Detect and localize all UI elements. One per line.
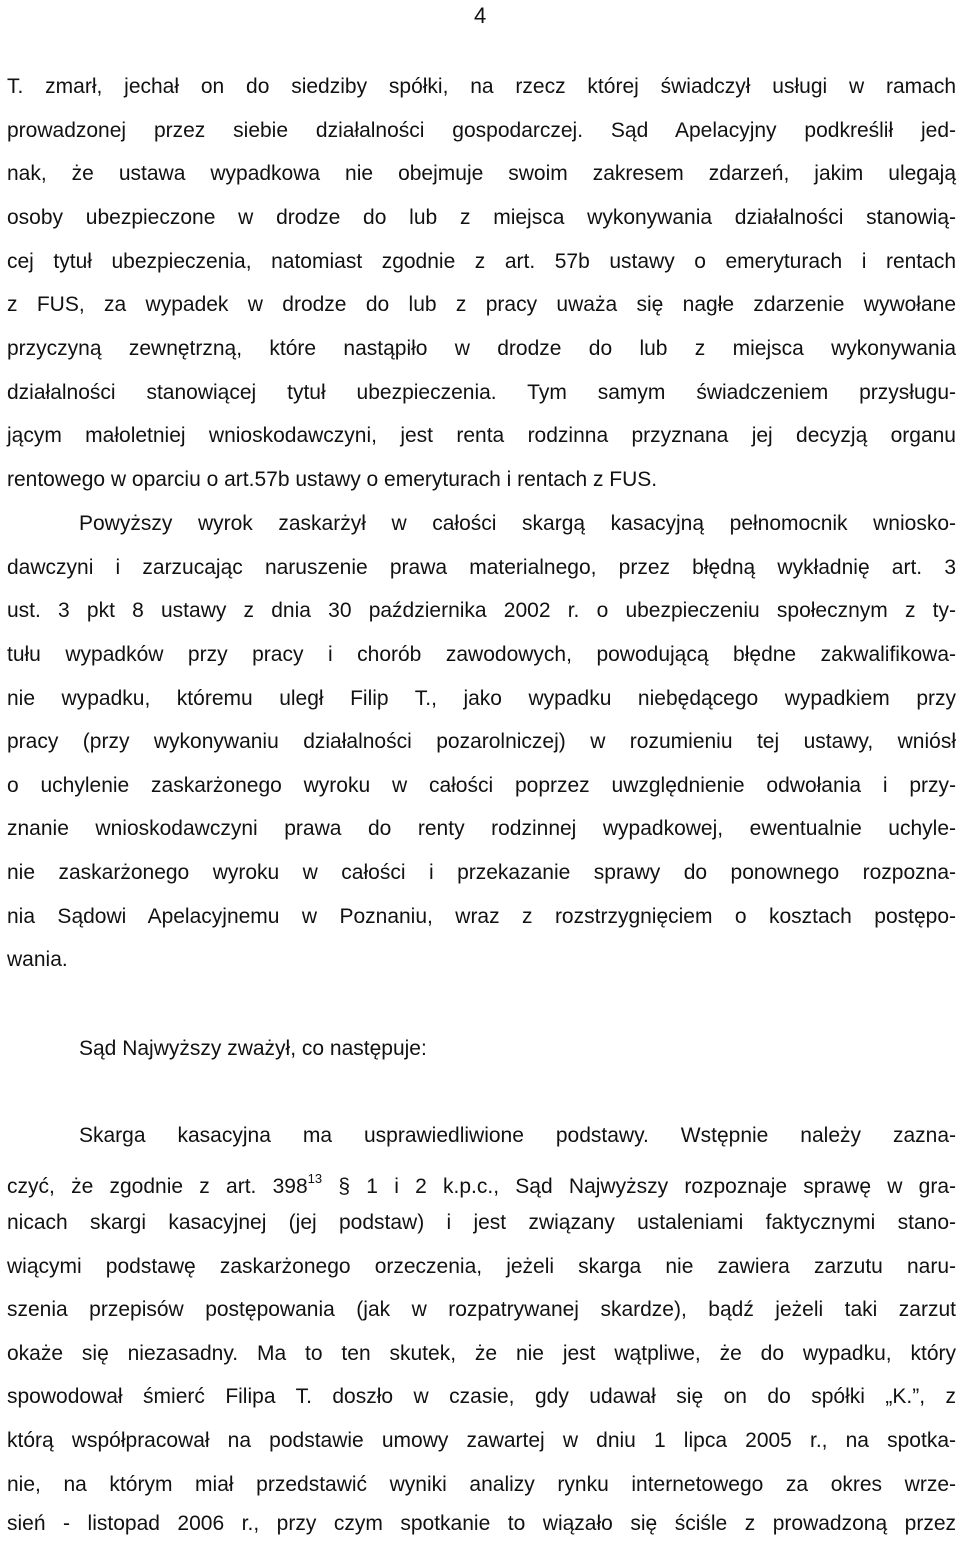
paragraph-line: szenia przepisów postępowania (jak w rozpatrywanej skardze), bądź jeżeli taki zarzut [7, 1298, 956, 1321]
line-text-before-superscript: czyć, że zgodnie z art. 398 [7, 1175, 308, 1198]
paragraph-line: przyczyną zewnętrzną, które nastąpiło w drodze do lub z miejsca wykonywania [7, 337, 956, 360]
superscript: 13 [307, 1171, 323, 1186]
paragraph-line: nia Sądowi Apelacyjnemu w Poznaniu, wraz z rozstrzygnięciem o kosztach postępo- [7, 905, 956, 928]
paragraph-line: osoby ubezpieczone w drodze do lub z miejsca wykonywania działalności stanowią- [7, 206, 956, 229]
paragraph-line: Skarga kasacyjna ma usprawiedliwione podstawy. Wstępnie należy zazna- [79, 1124, 956, 1147]
paragraph-line: działalności stanowiącej tytuł ubezpieczenia. Tym samym świadczeniem przysługu- [7, 381, 956, 404]
paragraph-line: tułu wypadków przy pracy i chorób zawodowych, powodującą błędne zakwalifikowa- [7, 643, 956, 666]
page-number: 4 [474, 3, 487, 28]
paragraph-line: znanie wnioskodawczyni prawa do renty rodzinnej wypadkowej, ewentualnie uchyle- [7, 817, 956, 840]
paragraph-line: dawczyni i zarzucając naruszenie prawa materialnego, przez błędną wykładnię art. 3 [7, 556, 956, 579]
paragraph-line: o uchylenie zaskarżonego wyroku w całości poprzez uwzględnienie odwołania i przy- [7, 774, 956, 797]
paragraph-line: cej tytuł ubezpieczenia, natomiast zgodnie z art. 57b ustawy o emeryturach i rentach [7, 250, 956, 273]
paragraph-line: sień - listopad 2006 r., przy czym spotkanie to wiązało się ściśle z prowadzoną przez [7, 1512, 956, 1535]
section-heading: Sąd Najwyższy zważył, co następuje: [79, 1037, 427, 1060]
paragraph-line: z FUS, za wypadek w drodze do lub z pracy uważa się nagłe zdarzenie wywołane [7, 293, 956, 316]
paragraph-line: jącym małoletniej wnioskodawczyni, jest renta rodzinna przyznana jej decyzją organu [7, 424, 956, 447]
line-text-after-superscript: § 1 i 2 k.p.c., Sąd Najwyższy rozpoznaje sprawę w gra- [322, 1175, 956, 1198]
paragraph-line: nie wypadku, któremu uległ Filip T., jako wypadku niebędącego wypadkiem przy [7, 687, 956, 710]
paragraph-line: nak, że ustawa wypadkowa nie obejmuje swoim zakresem zdarzeń, jakim ulegają [7, 162, 956, 185]
paragraph-line: rentowego w oparciu o art.57b ustawy o emeryturach i rentach z FUS. [7, 468, 658, 491]
paragraph-line: wania. [7, 948, 68, 971]
paragraph-line: T. zmarł, jechał on do siedziby spółki, na rzecz której świadczył usługi w ramach [7, 75, 956, 98]
paragraph-line: spowodował śmierć Filipa T. doszło w czasie, gdy udawał się on do spółki „K.”, z [7, 1385, 956, 1408]
paragraph-line-with-superscript [7, 1162, 956, 1196]
paragraph-line: okaże się niezasadny. Ma to ten skutek, że nie jest wątpliwe, że do wypadku, który [7, 1342, 956, 1365]
paragraph-line: prowadzonej przez siebie działalności gospodarczej. Sąd Apelacyjny podkreślił jed- [7, 119, 956, 142]
paragraph-line: którą współpracował na podstawie umowy zawartej w dniu 1 lipca 2005 r., na spotka- [7, 1429, 956, 1452]
paragraph-line: wiącymi podstawę zaskarżonego orzeczenia, jeżeli skarga nie zawiera zarzutu naru- [7, 1255, 956, 1278]
paragraph-line: nie zaskarżonego wyroku w całości i przekazanie sprawy do ponownego rozpozna- [7, 861, 956, 884]
paragraph-line: nicach skargi kasacyjnej (jej podstaw) i jest związany ustaleniami faktycznymi stano- [7, 1211, 956, 1234]
paragraph-line: ust. 3 pkt 8 ustawy z dnia 30 października 2002 r. o ubezpieczeniu społecznym z ty- [7, 599, 956, 622]
paragraph-line: nie, na którym miał przedstawić wyniki analizy rynku internetowego za okres wrze- [7, 1473, 956, 1496]
paragraph-line: pracy (przy wykonywaniu działalności pozarolniczej) w rozumieniu tej ustawy, wniósł [7, 730, 956, 753]
paragraph-line: Powyższy wyrok zaskarżył w całości skargą kasacyjną pełnomocnik wniosko- [79, 512, 956, 535]
